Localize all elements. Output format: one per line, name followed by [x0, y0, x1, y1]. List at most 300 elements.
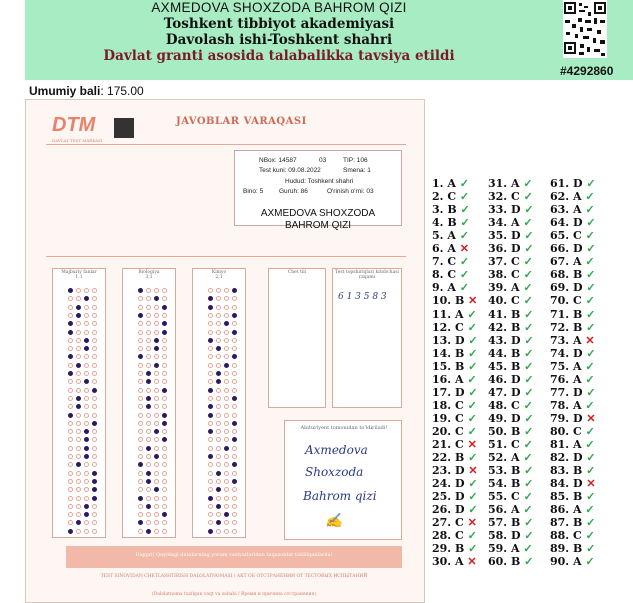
answer-item	[432, 334, 478, 346]
orin-text: O'rinish o'rni: 03	[327, 188, 374, 195]
bubble-empty	[138, 388, 143, 393]
bubble-empty	[84, 388, 89, 393]
answer-item	[488, 503, 533, 515]
smena-text: Smena: 1	[343, 167, 371, 174]
check-icon: ✓	[524, 385, 534, 399]
answer-number: 3.	[432, 203, 448, 217]
bubble-filled	[138, 496, 143, 501]
bubble-empty	[146, 454, 151, 459]
warning-bar	[66, 546, 402, 568]
answer-item	[432, 255, 469, 267]
answer-item	[550, 268, 595, 280]
dtm-logo: DTM	[52, 114, 96, 136]
bubble-filled	[162, 305, 167, 310]
answer-item	[432, 321, 477, 333]
answer-letter: D	[510, 411, 525, 425]
bubble-empty	[232, 496, 237, 501]
answer-number: 62.	[550, 190, 573, 204]
warning-text: Diqqat! Quyidagi datalarning yorum vaziyatlaridan taqazonlar tahlilqanlarda!	[135, 552, 333, 558]
bubble-empty	[138, 338, 143, 343]
bubble-empty	[84, 396, 89, 401]
check-icon: ✓	[524, 359, 534, 373]
tip-text: TIP: 106	[343, 157, 368, 164]
answer-letter: D	[572, 451, 587, 465]
answer-letter: C	[510, 398, 524, 412]
answer-letter: A	[454, 555, 468, 569]
answer-letter: B	[454, 451, 469, 465]
check-icon: ✓	[524, 320, 534, 334]
answer-number: 86.	[550, 503, 573, 517]
result-id: #4292860	[560, 64, 614, 78]
answer-item	[432, 242, 469, 254]
answer-number: 75.	[550, 359, 573, 373]
bubble-filled	[84, 454, 89, 459]
answer-number: 55.	[488, 490, 511, 504]
bubble-empty	[138, 446, 143, 451]
answer-letter: B	[572, 268, 587, 282]
answer-item	[488, 229, 534, 241]
answer-item	[432, 555, 477, 567]
bubble-empty	[138, 471, 143, 476]
answer-item	[432, 373, 477, 385]
answer-letter: C	[454, 398, 468, 412]
bubble-empty	[208, 363, 213, 368]
bubble-empty	[68, 479, 73, 484]
subject-head-1	[52, 270, 106, 280]
bubble-filled	[232, 479, 237, 484]
answer-item	[550, 294, 595, 306]
bubble-filled	[68, 288, 73, 293]
answer-letter: D	[572, 216, 587, 230]
signature-surname: Axmedova	[305, 443, 368, 457]
bubble-filled	[138, 288, 143, 293]
bubble-empty	[138, 421, 143, 426]
answer-letter: C	[454, 424, 468, 438]
answer-item	[488, 203, 534, 215]
bubble-empty	[68, 504, 73, 509]
check-icon: ✓	[524, 555, 534, 569]
bubble-filled	[146, 371, 151, 376]
check-icon: ✓	[523, 255, 533, 269]
answer-item	[550, 177, 596, 189]
answer-number: 5.	[432, 229, 448, 243]
answer-number: 8.	[432, 268, 448, 282]
answer-item	[432, 490, 478, 502]
answer-letter: A	[510, 216, 524, 230]
bubble-empty	[162, 529, 167, 534]
bubble-empty	[224, 413, 229, 418]
bubble-empty	[208, 313, 213, 318]
answer-item	[550, 451, 596, 463]
answer-number: 23.	[432, 464, 455, 478]
bubble-empty	[138, 413, 143, 418]
bubble-empty	[154, 504, 159, 509]
answer-item	[432, 229, 469, 241]
answer-item	[488, 464, 533, 476]
cross-icon: ✕	[586, 477, 596, 491]
bubble-empty	[216, 363, 221, 368]
answer-number: 46.	[488, 372, 511, 386]
answer-letter: D	[454, 503, 469, 517]
answer-number: 74.	[550, 346, 573, 360]
bubble-empty	[68, 313, 73, 318]
answer-item	[488, 451, 533, 463]
bubble-filled	[92, 496, 97, 501]
answer-letter: A	[447, 281, 460, 295]
bubble-empty	[138, 363, 143, 368]
answer-item	[488, 477, 533, 489]
check-icon: ✓	[524, 516, 534, 530]
bubble-empty	[154, 529, 159, 534]
answer-item	[432, 503, 478, 515]
answer-letter: C	[510, 190, 524, 204]
bubble-empty	[76, 330, 81, 335]
bubble-empty	[208, 396, 213, 401]
bubble-empty	[162, 313, 167, 318]
check-icon: ✓	[523, 177, 533, 190]
answer-number: 26.	[432, 503, 455, 517]
bubble-filled	[68, 371, 73, 376]
check-icon: ✓	[524, 464, 534, 478]
answer-letter: D	[572, 281, 587, 295]
bubble-empty	[216, 529, 221, 534]
answer-number: 53.	[488, 464, 511, 478]
answer-item	[488, 438, 533, 450]
bubble-empty	[232, 529, 237, 534]
answer-item	[488, 399, 533, 411]
answer-letter: B	[454, 346, 469, 360]
answer-item	[488, 516, 533, 528]
bubble-filled	[216, 371, 221, 376]
check-icon: ✓	[585, 294, 595, 308]
answer-letter: B	[510, 516, 525, 530]
bubble-empty	[224, 496, 229, 501]
bubble-empty	[84, 529, 89, 534]
answer-number: 15.	[432, 359, 455, 373]
subject-code-1: 1,1	[75, 275, 83, 280]
header-text	[25, 0, 533, 64]
check-icon: ✓	[524, 346, 534, 360]
check-icon: ✓	[523, 542, 533, 556]
bubble-filled	[84, 504, 89, 509]
answer-letter: B	[572, 464, 587, 478]
answer-item	[432, 268, 469, 280]
answer-letter: B	[510, 424, 525, 438]
subject-head-2	[122, 270, 176, 280]
bubble-filled	[208, 529, 213, 534]
bubble-filled	[92, 421, 97, 426]
answer-letter: D	[572, 411, 587, 425]
result-header	[25, 0, 633, 80]
bubble-empty	[154, 471, 159, 476]
answer-letter: C	[454, 320, 468, 334]
bubble-filled	[92, 479, 97, 484]
answer-letter: C	[510, 490, 524, 504]
cross-icon: ✕	[468, 294, 478, 308]
bubble-empty	[146, 496, 151, 501]
answer-number: 13.	[432, 333, 455, 347]
bubble-filled	[138, 313, 143, 318]
answer-item	[550, 464, 595, 476]
bubble-empty	[92, 446, 97, 451]
check-icon: ✓	[524, 229, 534, 243]
bubble-empty	[68, 471, 73, 476]
bubble-filled	[208, 454, 213, 459]
answer-letter: D	[510, 242, 525, 256]
answer-number: 20.	[432, 424, 455, 438]
bubble-filled	[92, 388, 97, 393]
answer-letter: A	[572, 333, 586, 347]
answer-letter: D	[572, 177, 587, 190]
bubble-empty	[232, 363, 237, 368]
bubble-empty	[68, 496, 73, 501]
check-icon: ✓	[523, 438, 533, 451]
bubble-filled	[162, 388, 167, 393]
bubble-empty	[162, 446, 167, 451]
answer-item	[432, 542, 477, 554]
answer-letter: A	[447, 229, 460, 243]
answer-letter: B	[454, 359, 469, 373]
signature-firstname: Shoxzoda	[305, 465, 364, 479]
sheet-qr-icon	[114, 118, 134, 138]
bubble-empty	[84, 496, 89, 501]
bubble-empty	[92, 288, 97, 293]
answer-number: 6.	[432, 242, 448, 256]
bubble-empty	[138, 371, 143, 376]
bubble-empty	[146, 421, 151, 426]
check-icon: ✓	[523, 490, 533, 504]
bubble-empty	[162, 479, 167, 484]
bubble-empty	[216, 413, 221, 418]
qr-code-icon	[563, 0, 607, 58]
check-icon: ✓	[586, 464, 596, 478]
answer-letter: D	[454, 464, 469, 478]
bubble-empty	[216, 446, 221, 451]
answer-item	[432, 399, 477, 411]
bubble-empty	[146, 338, 151, 343]
answer-item	[432, 477, 478, 489]
check-icon: ✓	[586, 268, 596, 282]
booklet-code-head: Test topshiriqlari kitobchasi raqami	[335, 270, 399, 280]
footer-text-2: (Dalolatnoma tuzilgan vaqt va sababi / Время и причина отстранения)	[151, 592, 317, 597]
bubble-empty	[154, 479, 159, 484]
answer-item	[432, 516, 477, 528]
answer-number: 32.	[488, 190, 511, 204]
answer-letter: D	[572, 477, 587, 491]
bubble-filled	[76, 305, 81, 310]
bubble-empty	[84, 313, 89, 318]
check-icon: ✓	[468, 346, 478, 360]
answer-number: 1.	[432, 177, 448, 190]
bubble-empty	[232, 388, 237, 393]
bubble-empty	[162, 396, 167, 401]
check-icon: ✓	[586, 320, 596, 334]
answer-item	[550, 542, 595, 554]
sheet-fullname-line-1: AXMEDOVA SHOXZODA	[260, 208, 376, 219]
check-icon: ✓	[468, 542, 478, 556]
bubble-empty	[224, 454, 229, 459]
answer-number: 63.	[550, 203, 573, 217]
answer-item	[488, 177, 533, 189]
answer-letter: A	[510, 281, 524, 295]
bubble-filled	[208, 496, 213, 501]
answer-number: 77.	[550, 385, 573, 399]
bubble-empty	[162, 363, 167, 368]
answer-item	[550, 347, 596, 359]
answer-number: 57.	[488, 516, 511, 530]
bubble-empty	[216, 338, 221, 343]
answer-letter: A	[572, 190, 586, 204]
footer-text-1: TEST SINOVIDAN CHETLASHTIRISH DALOLATNOMASI / АКТ ОБ ОТСТРАНЕНИИ ОТ ТЕСТОВЫХ ИСПЫТАНИЙ	[100, 574, 368, 579]
bubble-empty	[154, 413, 159, 418]
bubble-empty	[162, 471, 167, 476]
bubble-empty	[138, 330, 143, 335]
bubble-empty	[208, 421, 213, 426]
bubble-filled	[232, 330, 237, 335]
bubble-empty	[232, 504, 237, 509]
signature-head: Abituriyent tomonidan to'ldiriladi!	[300, 425, 388, 431]
bubble-filled	[154, 363, 159, 368]
answer-number: 85.	[550, 490, 573, 504]
check-icon: ✓	[585, 359, 595, 373]
bubble-empty	[84, 288, 89, 293]
bubble-filled	[68, 413, 73, 418]
bubble-filled	[84, 446, 89, 451]
check-icon: ✓	[467, 424, 477, 438]
bubble-filled	[76, 396, 81, 401]
answer-number: 38.	[488, 268, 511, 282]
bubble-empty	[76, 479, 81, 484]
hudud-text: Hudud: Toshkent shahri	[285, 178, 354, 185]
answer-letter: B	[510, 320, 525, 334]
answer-number: 89.	[550, 542, 573, 556]
check-icon: ✓	[459, 281, 469, 295]
answer-item	[488, 360, 533, 372]
bubble-empty	[76, 471, 81, 476]
check-icon: ✓	[467, 398, 477, 412]
bubble-empty	[68, 421, 73, 426]
check-icon: ✓	[585, 203, 595, 217]
answer-letter: A	[572, 372, 586, 386]
answer-letter: B	[454, 542, 469, 556]
check-icon: ✓	[585, 372, 595, 386]
answer-letter: D	[510, 333, 525, 347]
answer-letter: C	[454, 438, 468, 451]
answer-number: 48.	[488, 398, 511, 412]
check-icon: ✓	[585, 190, 595, 204]
handwritten-signature: ✍	[325, 513, 343, 529]
check-icon: ✓	[586, 177, 596, 190]
bubble-empty	[216, 396, 221, 401]
answer-item	[550, 438, 595, 450]
answer-number: 10.	[432, 294, 455, 308]
bubble-filled	[208, 413, 213, 418]
answer-number: 42.	[488, 320, 511, 334]
bubble-empty	[224, 421, 229, 426]
check-icon: ✓	[586, 281, 596, 295]
check-icon: ✓	[585, 229, 595, 243]
bubble-empty	[154, 388, 159, 393]
answer-item	[550, 308, 595, 320]
check-icon: ✓	[467, 411, 477, 425]
answer-item	[550, 373, 595, 385]
bubble-empty	[146, 313, 151, 318]
answer-number: 84.	[550, 477, 573, 491]
answer-letter: C	[572, 294, 586, 308]
answer-item	[432, 190, 469, 202]
booklet-code: 6 1 3 5 8 3	[338, 292, 387, 302]
booklet-code-panel	[332, 268, 402, 408]
check-icon: ✓	[586, 451, 596, 465]
check-icon: ✓	[523, 503, 533, 517]
answer-letter: C	[510, 294, 524, 308]
answer-number: 27.	[432, 516, 455, 530]
answer-letter: A	[510, 503, 524, 517]
answer-item	[550, 242, 596, 254]
answer-item	[432, 438, 477, 450]
answer-letter: D	[572, 385, 587, 399]
bubble-filled	[68, 330, 73, 335]
bubble-empty	[138, 529, 143, 534]
answer-number: 69.	[550, 281, 573, 295]
answer-item	[488, 334, 534, 346]
bubble-empty	[68, 363, 73, 368]
bubble-empty	[224, 504, 229, 509]
signature-patronymic: Bahrom qizi	[303, 489, 377, 503]
bubble-filled	[216, 471, 221, 476]
bubble-empty	[84, 471, 89, 476]
answer-number: 30.	[432, 555, 455, 569]
bubble-empty	[84, 330, 89, 335]
bubble-empty	[154, 305, 159, 310]
bubble-filled	[146, 504, 151, 509]
bubble-filled	[162, 413, 167, 418]
bubble-empty	[154, 371, 159, 376]
check-icon: ✓	[524, 477, 534, 491]
check-icon: ✓	[460, 203, 470, 217]
answer-item	[432, 281, 469, 293]
answer-number: 36.	[488, 242, 511, 256]
bubble-empty	[208, 288, 213, 293]
bubble-empty	[68, 388, 73, 393]
bubble-empty	[146, 413, 151, 418]
bubble-filled	[68, 529, 73, 534]
answer-item	[488, 255, 533, 267]
answer-letter: B	[510, 346, 525, 360]
answer-letter: A	[572, 255, 586, 269]
answer-number: 44.	[488, 346, 511, 360]
bubble-empty	[76, 413, 81, 418]
answer-letter: A	[447, 242, 460, 256]
answer-number: 61.	[550, 177, 573, 190]
bubble-empty	[68, 305, 73, 310]
bubble-empty	[92, 313, 97, 318]
answer-letter: C	[510, 255, 524, 269]
bubble-filled	[232, 288, 237, 293]
bubble-empty	[146, 288, 151, 293]
check-icon: ✓	[524, 411, 534, 425]
bubble-empty	[208, 504, 213, 509]
answer-letter: D	[454, 490, 469, 504]
answer-number: 39.	[488, 281, 511, 295]
check-icon: ✓	[585, 555, 595, 569]
answer-item	[550, 503, 595, 515]
answer-item	[550, 399, 595, 411]
dtm-logo-subtitle: DAVLAT TEST MARKAZI	[52, 138, 103, 143]
check-icon: ✓	[524, 203, 534, 217]
answer-letter: B	[510, 359, 525, 373]
answer-letter: C	[572, 529, 586, 543]
